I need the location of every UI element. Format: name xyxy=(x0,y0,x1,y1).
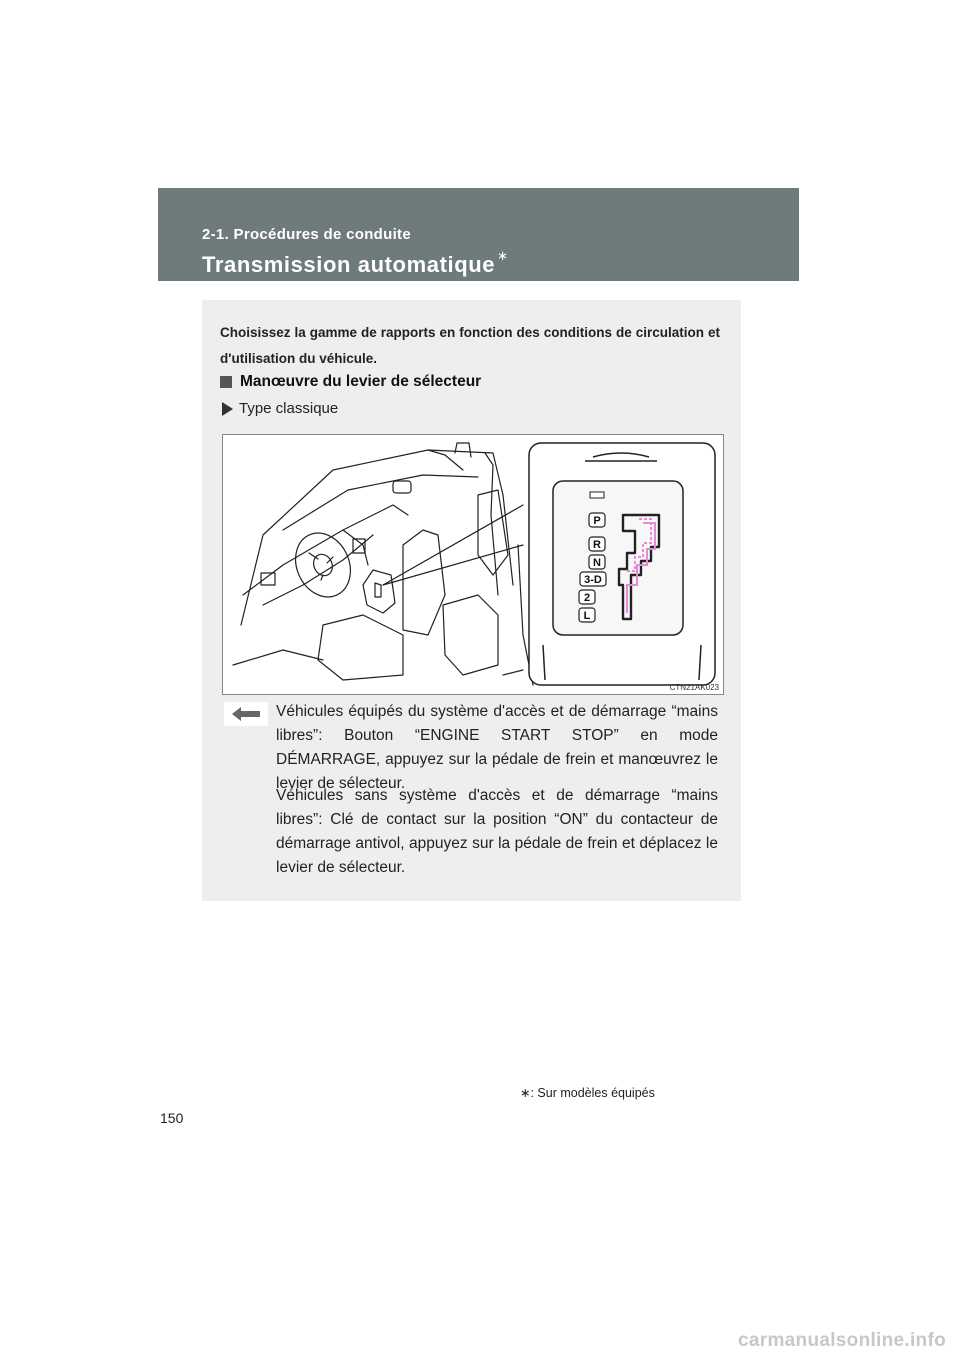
figure-code: CTN21AK023 xyxy=(669,683,719,692)
gear-label-2: 2 xyxy=(583,592,591,604)
page-number: 150 xyxy=(160,1110,184,1126)
shifter-illustration xyxy=(222,434,724,695)
chapter-header xyxy=(158,188,799,281)
left-arrow-icon xyxy=(232,706,260,722)
intro-text: Choisissez la gamme de rapports en fonction des conditions de circulation et d'utilisation du véhicule. xyxy=(220,325,720,366)
watermark: carmanualsonline.info xyxy=(738,1330,946,1351)
section-label: 2-1. Procédures de conduite xyxy=(202,226,411,243)
content-box xyxy=(202,300,741,901)
gear-label-p: P xyxy=(593,515,601,527)
square-bullet-icon xyxy=(220,376,232,388)
subheading xyxy=(220,373,481,391)
gear-label-n: N xyxy=(593,557,601,569)
triangle-bullet-icon xyxy=(222,402,233,416)
subheading-text: Manœuvre du levier de sélecteur xyxy=(240,373,482,390)
car-interior-drawing xyxy=(223,435,723,694)
type-label xyxy=(222,400,338,417)
page-title-text: Transmission automatique xyxy=(202,252,496,277)
gear-label-3d: 3-D xyxy=(584,574,602,586)
asterisk-icon: ∗ xyxy=(497,248,509,263)
footnote: ∗: Sur modèles équipés xyxy=(520,1086,655,1100)
type-label-text: Type classique xyxy=(239,400,339,417)
back-arrow-icon xyxy=(224,702,268,726)
page-title xyxy=(202,248,509,278)
gear-label-r: R xyxy=(593,539,601,551)
note-smart-key: Véhicules équipés du système d'accès et de démarrage “mains libres”: Bouton “ENGINE START STOP” en mode DÉMARRAGE, appuyez sur la pédale de frein et manœuvrez le levier de sélecteur. xyxy=(276,703,718,792)
note-key: Véhicules sans système d'accès et de démarrage “mains libres”: Clé de contact sur la position “ON” du contacteur de démarrage antivol, appuyez sur la pédale de frein et déplacez le levier de sélecteur. xyxy=(276,787,718,876)
gear-label-l: L xyxy=(583,610,591,622)
